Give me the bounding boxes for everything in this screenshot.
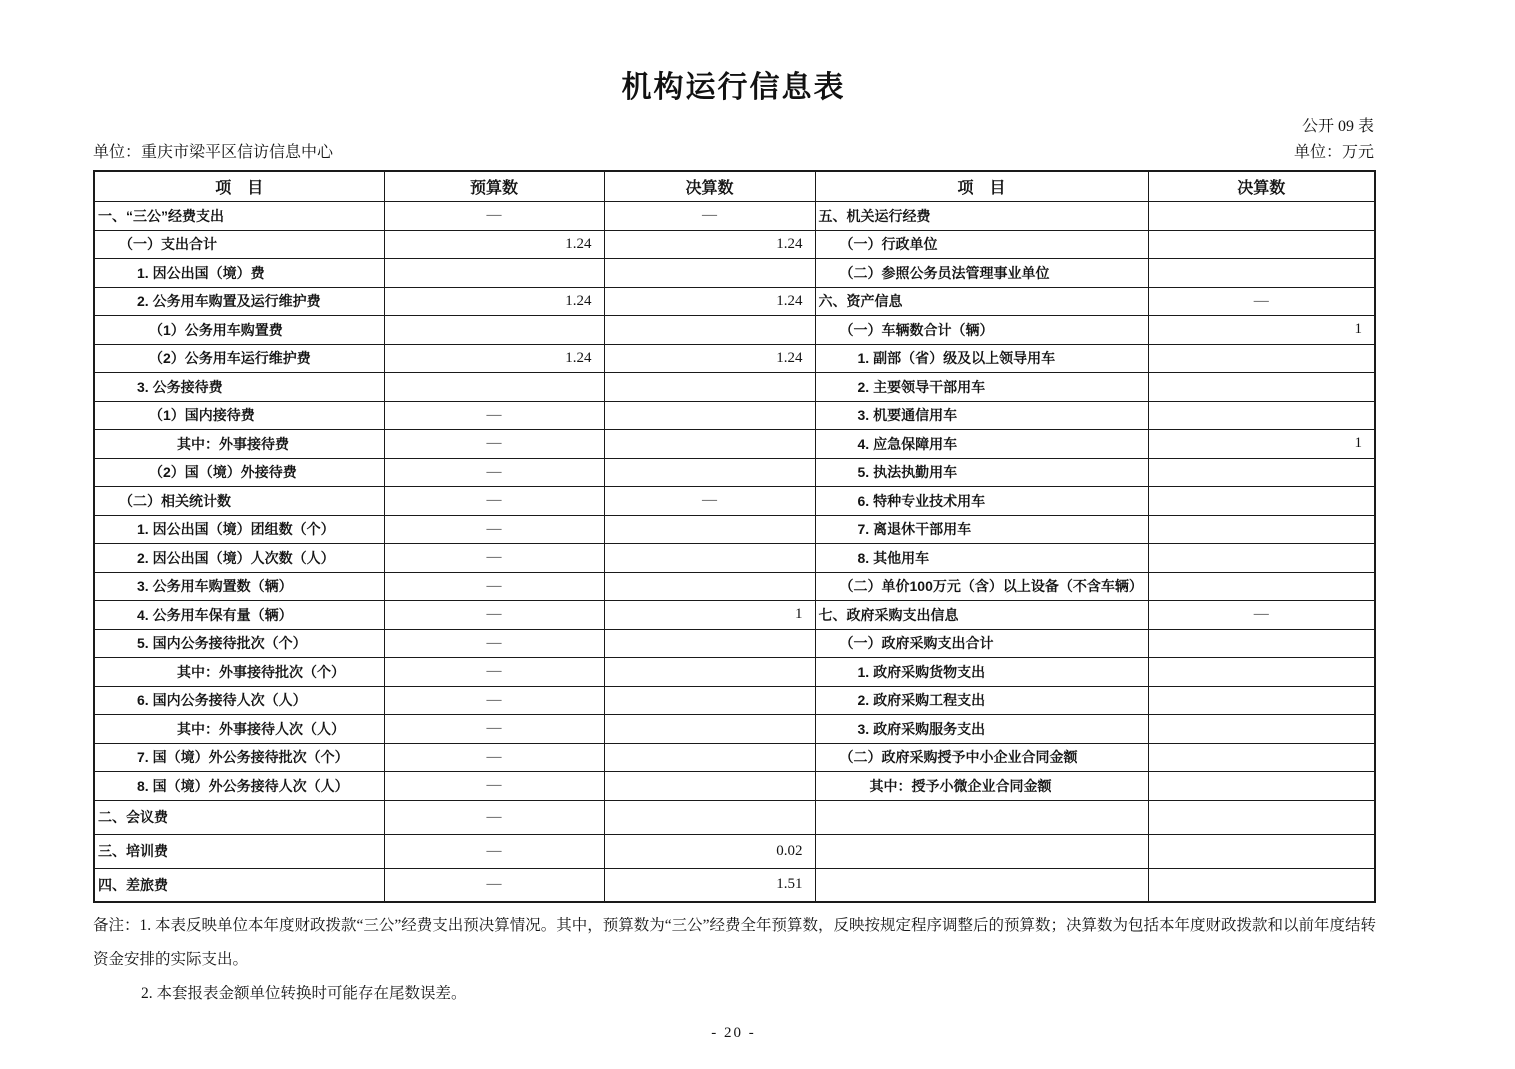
final-value-cell-right <box>1148 487 1375 516</box>
final-value-cell-right <box>1148 458 1375 487</box>
item-cell-right: （一）车辆数合计（辆） <box>815 316 1148 345</box>
budget-value-cell: — <box>384 487 604 516</box>
budget-value-cell: — <box>384 458 604 487</box>
budget-value-cell: — <box>384 202 604 231</box>
table-row <box>94 743 1375 772</box>
final-value-cell-left <box>604 316 815 345</box>
form-code: 公开 09 表 <box>1301 118 1374 135</box>
table-row <box>94 544 1375 573</box>
final-value-cell-left <box>604 743 815 772</box>
item-cell-left: 其中：外事接待批次（个） <box>94 658 384 687</box>
final-value-cell-left <box>604 259 815 288</box>
item-cell-right: 1. 副部（省）级及以上领导用车 <box>815 344 1148 373</box>
item-cell-left: 6. 国内公务接待人次（人） <box>94 686 384 715</box>
budget-value-cell: — <box>384 715 604 744</box>
final-value-cell-left <box>604 430 815 459</box>
budget-value-cell: — <box>384 772 604 801</box>
final-value-cell-right <box>1148 658 1375 687</box>
budget-value-cell: 1.24 <box>384 344 604 373</box>
item-cell-left: 5. 国内公务接待批次（个） <box>94 629 384 658</box>
table-row <box>94 572 1375 601</box>
table-row <box>94 458 1375 487</box>
budget-value-cell: — <box>384 868 604 902</box>
item-cell-left: （一）支出合计 <box>94 230 384 259</box>
final-value-cell-left <box>604 715 815 744</box>
table-row <box>94 629 1375 658</box>
table-row <box>94 658 1375 687</box>
item-cell-right: 3. 机要通信用车 <box>815 401 1148 430</box>
final-value-cell-left: 1.24 <box>604 230 815 259</box>
item-cell-right: 6. 特种专业技术用车 <box>815 487 1148 516</box>
item-cell-right: （二）单价100万元（含）以上设备（不含车辆） <box>815 572 1148 601</box>
budget-value-cell <box>384 316 604 345</box>
item-cell-left: （2）国（境）外接待费 <box>94 458 384 487</box>
final-value-cell-right: — <box>1148 601 1375 630</box>
budget-value-cell: — <box>384 572 604 601</box>
table-row <box>94 316 1375 345</box>
table-row <box>94 401 1375 430</box>
final-value-cell-right <box>1148 834 1375 868</box>
item-cell-left: （二）相关统计数 <box>94 487 384 516</box>
item-cell-right: 六、资产信息 <box>815 287 1148 316</box>
table-row <box>94 800 1375 834</box>
table-row <box>94 487 1375 516</box>
budget-value-cell: — <box>384 430 604 459</box>
item-cell-left: 二、会议费 <box>94 800 384 834</box>
final-value-cell-right <box>1148 344 1375 373</box>
final-value-cell-right <box>1148 743 1375 772</box>
final-value-cell-right: — <box>1148 287 1375 316</box>
item-cell-right: 7. 离退休干部用车 <box>815 515 1148 544</box>
item-cell-left: （1）国内接待费 <box>94 401 384 430</box>
final-value-cell-left <box>604 658 815 687</box>
final-value-cell-right: 1 <box>1148 316 1375 345</box>
item-cell-left: 8. 国（境）外公务接待人次（人） <box>94 772 384 801</box>
final-value-cell-left: — <box>604 202 815 231</box>
item-cell-left: 三、培训费 <box>94 834 384 868</box>
final-value-cell-right <box>1148 544 1375 573</box>
page-number: - 20 - <box>711 1025 756 1041</box>
final-value-cell-left <box>604 686 815 715</box>
header-row <box>94 171 1375 202</box>
final-value-cell-right: 1 <box>1148 430 1375 459</box>
final-value-cell-left: 1.24 <box>604 344 815 373</box>
page-title: 机构运行信息表 <box>621 71 846 104</box>
item-cell-right: 其中：授予小微企业合同金额 <box>815 772 1148 801</box>
final-value-cell-right <box>1148 629 1375 658</box>
item-cell-right: 2. 主要领导干部用车 <box>815 373 1148 402</box>
final-value-cell-right <box>1148 686 1375 715</box>
table-row <box>94 344 1375 373</box>
item-cell-left: （1）公务用车购置费 <box>94 316 384 345</box>
final-value-cell-right <box>1148 401 1375 430</box>
budget-value-cell: — <box>384 686 604 715</box>
final-value-cell-right <box>1148 800 1375 834</box>
budget-value-cell <box>384 259 604 288</box>
table-row <box>94 686 1375 715</box>
final-value-cell-left: 1.51 <box>604 868 815 902</box>
item-cell-left: 1. 因公出国（境）团组数（个） <box>94 515 384 544</box>
col-header-final-right: 决算数 <box>1148 171 1375 202</box>
item-cell-left: （2）公务用车运行维护费 <box>94 344 384 373</box>
col-header-item-left: 项 目 <box>94 171 384 202</box>
table-row <box>94 202 1375 231</box>
table-row <box>94 772 1375 801</box>
notes-section <box>93 916 1483 1003</box>
final-value-cell-left <box>604 800 815 834</box>
note-line-2: 资金安排的实际支出。 <box>93 951 249 968</box>
item-cell-left: 其中：外事接待人次（人） <box>94 715 384 744</box>
budget-value-cell: — <box>384 658 604 687</box>
table-row <box>94 259 1375 288</box>
budget-value-cell: — <box>384 743 604 772</box>
budget-value-cell: — <box>384 601 604 630</box>
final-value-cell-left: 0.02 <box>604 834 815 868</box>
final-value-cell-right <box>1148 772 1375 801</box>
budget-value-cell: 1.24 <box>384 230 604 259</box>
table-row <box>94 715 1375 744</box>
note-line-1: 备注：1. 本表反映单位本年度财政拨款“三公”经费支出预决算情况。其中，预算数为“三公”经费全年预算数，反映按规定程序调整后的预算数；决算数为包括本年度财政拨款和以前年度结转 <box>93 917 1377 934</box>
final-value-cell-left <box>604 515 815 544</box>
final-value-cell-left <box>604 401 815 430</box>
final-value-cell-right <box>1148 868 1375 902</box>
final-value-cell-left <box>604 772 815 801</box>
item-cell-left: 一、“三公”经费支出 <box>94 202 384 231</box>
item-cell-right <box>815 868 1148 902</box>
final-value-cell-left: — <box>604 487 815 516</box>
item-cell-right: （二）参照公务员法管理事业单位 <box>815 259 1148 288</box>
item-cell-left: 2. 因公出国（境）人次数（人） <box>94 544 384 573</box>
col-header-budget: 预算数 <box>384 171 604 202</box>
unit-currency: 单位：万元 <box>1293 144 1374 161</box>
table-row <box>94 868 1375 902</box>
table-row <box>94 230 1375 259</box>
item-cell-left: 3. 公务接待费 <box>94 373 384 402</box>
col-header-item-right: 项 目 <box>815 171 1148 202</box>
note-line-3: 2. 本套报表金额单位转换时可能存在尾数误差。 <box>141 985 467 1002</box>
info-table <box>93 170 1376 903</box>
final-value-cell-left <box>604 544 815 573</box>
col-header-final-left: 决算数 <box>604 171 815 202</box>
item-cell-right <box>815 834 1148 868</box>
item-cell-right: 3. 政府采购服务支出 <box>815 715 1148 744</box>
final-value-cell-left: 1 <box>604 601 815 630</box>
item-cell-right: 8. 其他用车 <box>815 544 1148 573</box>
table-row <box>94 287 1375 316</box>
item-cell-left: 2. 公务用车购置及运行维护费 <box>94 287 384 316</box>
budget-value-cell <box>384 373 604 402</box>
final-value-cell-left <box>604 629 815 658</box>
table-row <box>94 601 1375 630</box>
final-value-cell-right <box>1148 572 1375 601</box>
item-cell-left: 1. 因公出国（境）费 <box>94 259 384 288</box>
final-value-cell-right <box>1148 515 1375 544</box>
item-cell-left: 7. 国（境）外公务接待批次（个） <box>94 743 384 772</box>
budget-value-cell: — <box>384 544 604 573</box>
item-cell-right: 七、政府采购支出信息 <box>815 601 1148 630</box>
item-cell-right: 1. 政府采购货物支出 <box>815 658 1148 687</box>
table-row <box>94 430 1375 459</box>
item-cell-right: （二）政府采购授予中小企业合同金额 <box>815 743 1148 772</box>
budget-value-cell: — <box>384 629 604 658</box>
item-cell-left: 3. 公务用车购置数（辆） <box>94 572 384 601</box>
item-cell-right: 5. 执法执勤用车 <box>815 458 1148 487</box>
final-value-cell-left <box>604 572 815 601</box>
budget-value-cell: — <box>384 401 604 430</box>
final-value-cell-right <box>1148 715 1375 744</box>
final-value-cell-left <box>604 373 815 402</box>
item-cell-right <box>815 800 1148 834</box>
item-cell-right: 五、机关运行经费 <box>815 202 1148 231</box>
budget-value-cell: — <box>384 834 604 868</box>
unit-name: 单位：重庆市梁平区信访信息中心 <box>93 144 334 161</box>
item-cell-right: 2. 政府采购工程支出 <box>815 686 1148 715</box>
table-row <box>94 515 1375 544</box>
item-cell-right: （一）行政单位 <box>815 230 1148 259</box>
final-value-cell-right <box>1148 373 1375 402</box>
unit-row <box>93 141 1374 165</box>
item-cell-right: （一）政府采购支出合计 <box>815 629 1148 658</box>
final-value-cell-left: 1.24 <box>604 287 815 316</box>
final-value-cell-right <box>1148 230 1375 259</box>
table-row <box>94 373 1375 402</box>
item-cell-left: 其中：外事接待费 <box>94 430 384 459</box>
item-cell-left: 4. 公务用车保有量（辆） <box>94 601 384 630</box>
budget-value-cell: — <box>384 800 604 834</box>
final-value-cell-right <box>1148 259 1375 288</box>
final-value-cell-left <box>604 458 815 487</box>
item-cell-left: 四、差旅费 <box>94 868 384 902</box>
item-cell-right: 4. 应急保障用车 <box>815 430 1148 459</box>
table-row <box>94 834 1375 868</box>
budget-value-cell: 1.24 <box>384 287 604 316</box>
final-value-cell-right <box>1148 202 1375 231</box>
budget-value-cell: — <box>384 515 604 544</box>
